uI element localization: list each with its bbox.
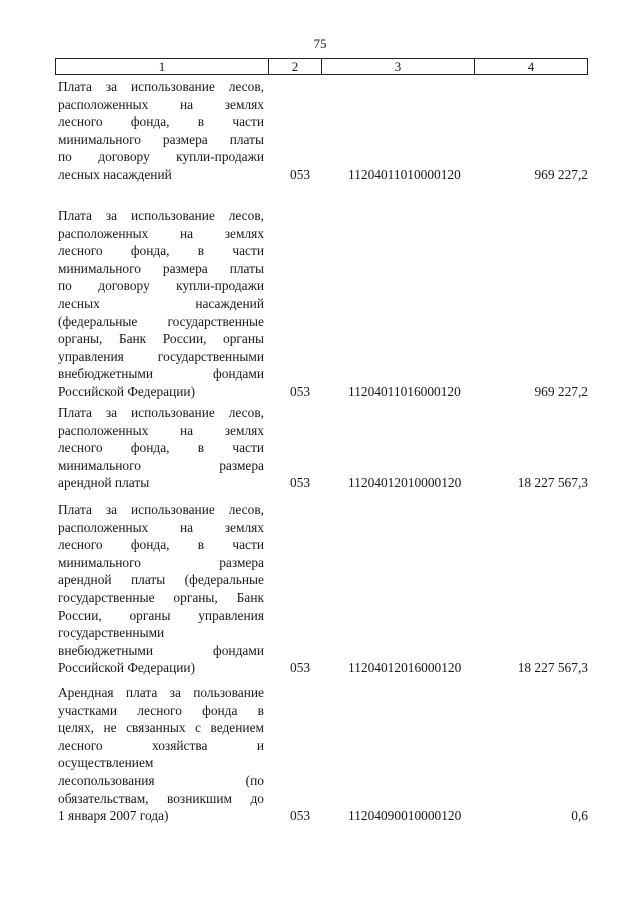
amount-cell: 0,6 [571,808,588,824]
header-col-4: 4 [527,59,535,74]
row-description [58,684,264,825]
description-line: по договору купли-продажи [58,278,264,294]
description-line: участками лесного фонда в [58,702,264,718]
row-description [58,501,264,677]
description-line: Российской Федерации) [58,383,196,399]
admin-code-cell: 053 [290,167,311,182]
description-line: внебюджетными фондами [58,366,264,382]
kbk-code-cell: 11204090010000120 [348,808,462,824]
description-line: лесных насаждений [58,166,172,182]
description-line: лесных насаждений [58,295,264,311]
kbk-code-cell: 11204011016000120 [348,384,461,399]
description-line: расположенных на землях [58,519,264,535]
row-description [58,207,264,401]
row-description [58,78,264,184]
description-line: органы, Банк России, органы [58,331,264,347]
description-line: минимального размера [58,457,264,473]
description-line: расположенных на землях [58,422,264,438]
description-line: лесного фонда, в части [58,440,264,456]
description-line: обязательствам, возникшим до [58,790,264,806]
description-line: государственные органы, Банк [58,589,264,605]
description-line: лесного хозяйства и [58,737,264,753]
description-line: лесного фонда, в части [58,243,264,259]
description-line: осуществлением [58,755,154,771]
description-line: минимального размера [58,554,264,570]
description-line: (федеральные государственные [58,313,264,329]
description-line: Арендная плата за пользование [58,685,264,700]
header-col-1: 1 [56,59,269,74]
amount-cell: 969 227,2 [534,384,588,399]
row-description [58,404,264,492]
description-line: Плата за использование лесов, [58,405,264,420]
admin-code-cell: 053 [290,475,311,491]
description-line: России, органы управления [58,607,264,623]
description-line: лесного фонда, в части [58,114,264,130]
kbk-code-cell: 11204012010000120 [348,475,462,491]
header-col-2: 2 [269,59,322,74]
description-line: 1 января 2007 года) [58,808,169,824]
description-line: арендной платы (федеральные [58,572,264,588]
description-line: минимального размера платы [58,131,264,147]
amount-cell: 18 227 567,3 [517,660,588,676]
description-line: арендной платы [58,475,150,491]
description-line: Плата за использование лесов, [58,502,264,517]
description-line: минимального размера платы [58,260,264,276]
header-col-3: 3 [322,59,475,74]
description-line: целях, не связанных с ведением [58,720,264,736]
description-line: Плата за использование лесов, [58,208,264,223]
amount-cell: 18 227 567,3 [517,475,588,491]
description-line: расположенных на землях [58,96,264,112]
table-header [55,58,588,75]
page-number: 75 [313,36,327,51]
description-line: Плата за использование лесов, [58,79,264,94]
kbk-code-cell: 11204012016000120 [348,660,462,676]
description-line: внебюджетными фондами [58,642,264,658]
description-line: управления государственными [58,348,264,364]
description-line: государственными [58,625,165,641]
description-line: лесного фонда, в части [58,537,264,553]
description-line: по договору купли-продажи [58,149,264,165]
admin-code-cell: 053 [290,660,311,676]
amount-cell: 969 227,2 [534,167,588,182]
kbk-code-cell: 11204011010000120 [348,167,461,182]
description-line: Российской Федерации) [58,660,196,676]
admin-code-cell: 053 [290,808,311,824]
admin-code-cell: 053 [290,384,311,399]
description-line: лесопользования (по [58,772,264,788]
description-line: расположенных на землях [58,225,264,241]
